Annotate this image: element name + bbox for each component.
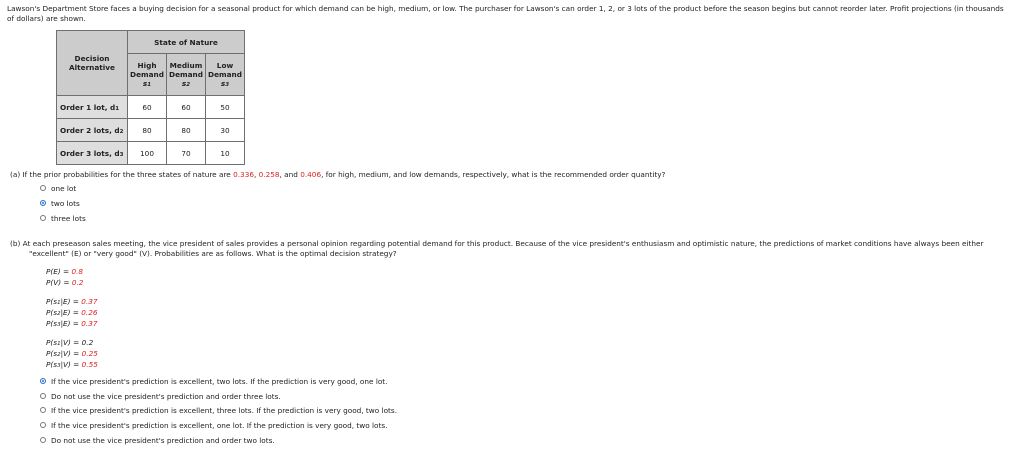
table-row — [57, 96, 245, 119]
cell-d3-s3: 10 — [206, 142, 245, 165]
table-row — [57, 142, 245, 165]
cell-d3-s2: 70 — [167, 142, 206, 165]
part-b-option-5[interactable]: Do not use the vice president's prediction and order two lots. — [40, 436, 275, 446]
prob-s1-given-v: P(s1|V) = 0.2 — [46, 338, 94, 347]
part-b-option-3[interactable]: If the vice president's prediction is excellent, three lots. If the prediction is very good, two lots. — [40, 406, 397, 416]
part-b-question-line-2: "excellent" (E) or "very good" (V). Probabilities are as follows. What is the optimal decision strategy? — [29, 249, 397, 258]
col-low-demand: Low Demand s3 — [206, 54, 245, 96]
prob-p-e: P(E) = 0.8 — [46, 267, 84, 276]
cell-d3-s1: 100 — [128, 142, 167, 165]
intro-line-1: Lawson's Department Store faces a buying decision for a seasonal product for which demand can be high, medium, or low. The purchaser for Lawson's can order 1, 2, or 3 lots of the product before the season begins but cannot reorder later. Profit projections (in thousands — [7, 4, 1004, 13]
cell-d1-s2: 60 — [167, 96, 206, 119]
part-a-option-one-lot[interactable]: one lot — [40, 184, 76, 194]
cell-d2-s2: 80 — [167, 119, 206, 142]
prior-p1: 0.336 — [233, 170, 254, 179]
radio-button-selected[interactable] — [40, 200, 46, 206]
part-b-option-2[interactable]: Do not use the vice president's prediction and order three lots. — [40, 392, 281, 402]
prob-s3-given-v: P(s3|V) = 0.55 — [46, 360, 98, 369]
part-b-option-1[interactable]: If the vice president's prediction is excellent, two lots. If the prediction is very good, one lot. — [40, 377, 388, 387]
radio-button[interactable] — [40, 393, 46, 399]
row-label-d3: Order 3 lots, d3 — [57, 142, 128, 165]
problem-intro — [7, 4, 1024, 24]
prior-p2: 0.258 — [258, 170, 280, 179]
row-label-d1: Order 1 lot, d1 — [57, 96, 128, 119]
prob-s1-given-e: P(s1|E) = 0.37 — [46, 297, 98, 306]
prob-s2-given-e: P(s2|E) = 0.26 — [46, 308, 98, 317]
radio-button[interactable] — [40, 215, 46, 221]
part-b-question-line-1: (b) At each preseason sales meeting, the vice president of sales provides a personal opinion regarding potential demand for this product. Because of the vice president's enthusiasm and optimistic nature, the predictions of market conditions have always been either — [10, 239, 984, 248]
part-b-option-4[interactable]: If the vice president's prediction is excellent, one lot. If the prediction is very good, two lots. — [40, 421, 388, 431]
row-label-d2: Order 2 lots, d2 — [57, 119, 128, 142]
intro-line-2: of dollars) are shown. — [7, 14, 86, 23]
prob-s3-given-e: P(s3|E) = 0.37 — [46, 319, 98, 328]
part-a-option-three-lots[interactable]: three lots — [40, 214, 86, 224]
radio-button[interactable] — [40, 185, 46, 191]
cell-d2-s3: 30 — [206, 119, 245, 142]
cell-d1-s3: 50 — [206, 96, 245, 119]
cell-d1-s1: 60 — [128, 96, 167, 119]
payoff-table — [56, 30, 245, 165]
part-a-option-two-lots[interactable]: two lots — [40, 199, 80, 209]
col-high-demand: High Demand s1 — [128, 54, 167, 96]
radio-button[interactable] — [40, 422, 46, 428]
cell-d2-s1: 80 — [128, 119, 167, 142]
radio-button[interactable] — [40, 407, 46, 413]
radio-button-selected[interactable] — [40, 378, 46, 384]
radio-button[interactable] — [40, 437, 46, 443]
table-row — [57, 119, 245, 142]
decision-alternative-header: Decision Alternative — [57, 31, 128, 96]
col-medium-demand: Medium Demand s2 — [167, 54, 206, 96]
part-a-question: (a) If the prior probabilities for the three states of nature are 0.336, 0.258, and 0.406, for high, medium, and low demands, respectively, what is the recommended order quantity? — [10, 170, 666, 179]
prior-p3: 0.406 — [300, 170, 322, 179]
prob-s2-given-v: P(s2|V) = 0.25 — [46, 349, 98, 358]
state-of-nature-header: State of Nature — [128, 31, 245, 54]
prob-p-v: P(V) = 0.2 — [46, 278, 84, 287]
